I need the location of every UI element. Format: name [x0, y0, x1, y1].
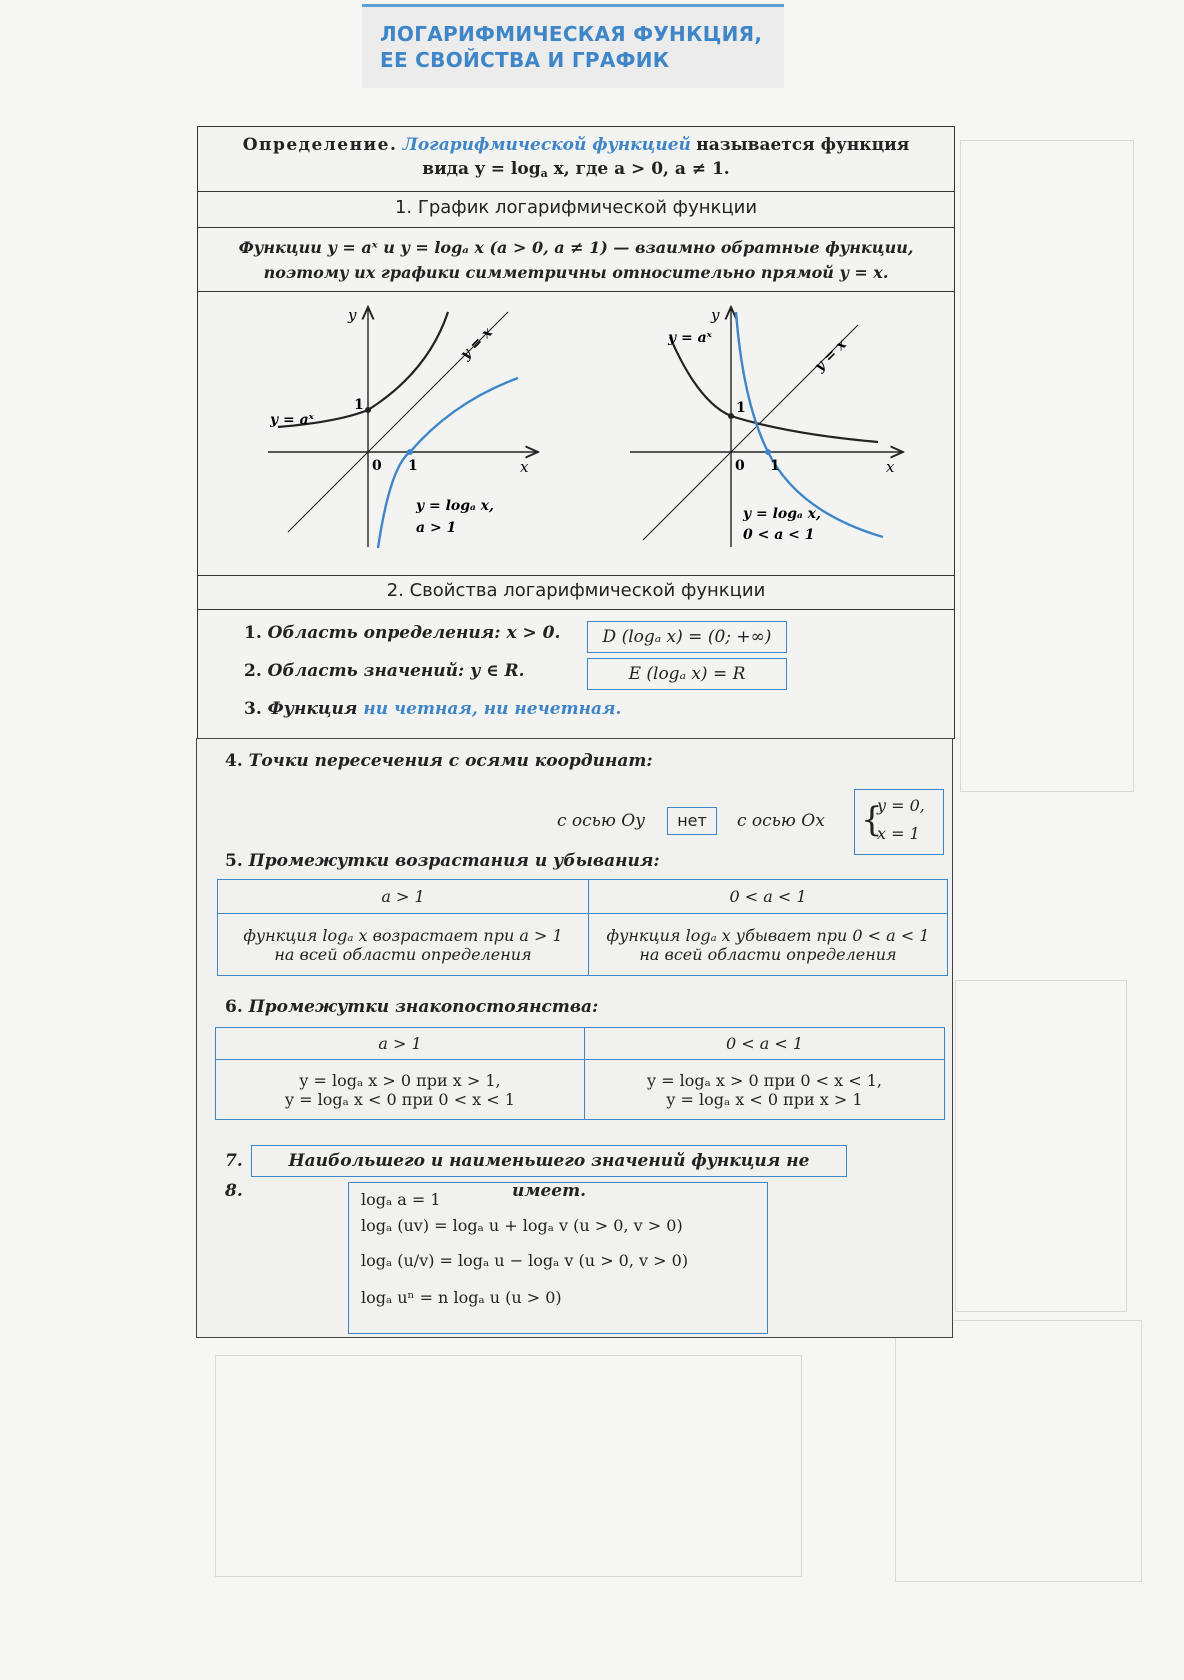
formula-4: logₐ uⁿ = n logₐ u (u > 0) [361, 1288, 562, 1307]
formula-2: logₐ (uv) = logₐ u + logₐ v (u > 0, v > 0) [361, 1216, 683, 1235]
axis-y-label: y [711, 306, 720, 324]
divider [198, 575, 954, 576]
definition-card [197, 126, 955, 739]
inverse-note-line-1: Функции y = aˣ и y = logₐ x (a > 0, a ≠ 1) — взаимно обратные функции, [238, 238, 914, 257]
table-header: 0 < a < 1 [589, 880, 948, 914]
graphs [198, 292, 954, 552]
origin-label: 0 [735, 458, 745, 474]
property-3-text: Функция [267, 699, 358, 719]
divider [198, 227, 954, 228]
properties-card [196, 738, 953, 1338]
inverse-note [198, 235, 954, 285]
formula-1: logₐ a = 1 [361, 1190, 441, 1209]
property-3-highlight: ни четная, ни нечетная. [363, 699, 622, 719]
property-8-number: 8. [225, 1181, 243, 1201]
domain-box: D (logₐ x) = (0; +∞) [587, 621, 787, 653]
background-scan-panel [955, 980, 1127, 1312]
title-banner [362, 4, 784, 88]
property-2-text: Область значений: y ∈ R. [267, 661, 525, 681]
exp-curve [670, 337, 878, 442]
table-cell-line: y = logₐ x < 0 при 0 < x < 1 [285, 1089, 515, 1109]
property-5 [225, 851, 660, 871]
one-x-label: 1 [770, 458, 780, 474]
graph-left [268, 306, 538, 548]
point-0-1 [728, 413, 734, 419]
system-line-2: x = 1 [877, 824, 920, 843]
table-cell [218, 914, 589, 976]
property-3 [244, 699, 621, 719]
log-label-2: a > 1 [416, 520, 457, 536]
property-2 [244, 661, 525, 681]
property-4-number: 4. [225, 751, 243, 771]
property-6-text: Промежутки знакопостоянства: [248, 997, 599, 1017]
point-1-0 [765, 449, 771, 455]
property-7-number: 7. [225, 1151, 243, 1171]
definition-rest: называется функция [696, 135, 910, 155]
section-1-heading: 1. График логарифмической функции [394, 197, 758, 218]
system-brace: { [861, 800, 883, 840]
ox-intersection-system [854, 789, 944, 855]
system-line-1: y = 0, [877, 796, 925, 815]
log-label-1: y = logₐ x, [416, 498, 494, 514]
point-0-1 [365, 407, 371, 413]
section-2-heading: 2. Свойства логарифмической функции [386, 580, 766, 601]
definition [198, 133, 954, 186]
table-cell [589, 914, 948, 976]
ox-intersection-label: с осью Ox [737, 811, 825, 831]
table-cell-line: функция logₐ x убывает при 0 < a < 1 [606, 925, 930, 945]
table-cell-line: y = logₐ x > 0 при 0 < x < 1, [646, 1070, 882, 1090]
table-cell [216, 1060, 585, 1120]
sign-table [215, 1027, 945, 1120]
definition-term: Логарифмической функцией [402, 135, 691, 155]
inverse-note-line-2: поэтому их графики симметричны относительно прямой y = x. [263, 263, 889, 282]
graph-right [630, 306, 903, 547]
background-scan-panel [960, 140, 1134, 792]
table-cell [585, 1060, 945, 1120]
property-7-text: Наибольшего и наименьшего значений функция не имеет. [251, 1145, 847, 1177]
log-label-2: 0 < a < 1 [743, 527, 815, 543]
axis-x-label: x [886, 458, 895, 476]
exp-label: y = aˣ [668, 330, 712, 346]
range-box: E (logₐ x) = R [587, 658, 787, 690]
background-scan-panel [215, 1355, 802, 1577]
point-1-0 [407, 449, 413, 455]
table-header: a > 1 [216, 1028, 585, 1060]
property-5-text: Промежутки возрастания и убывания: [248, 851, 660, 871]
property-6 [225, 997, 598, 1017]
property-6-number: 6. [225, 997, 243, 1017]
divider [198, 609, 954, 610]
table-header: 0 < a < 1 [585, 1028, 945, 1060]
property-5-number: 5. [225, 851, 243, 871]
log-label-1: y = logₐ x, [743, 506, 821, 522]
log-formulas-box [348, 1182, 768, 1334]
definition-label: Определение. [242, 135, 398, 155]
title-line-2: ЕЕ СВОЙСТВА И ГРАФИК [380, 48, 670, 72]
axis-x-label: x [520, 458, 529, 476]
table-header: a > 1 [218, 880, 589, 914]
property-1 [244, 623, 560, 643]
axis-y-label: y [348, 306, 357, 324]
one-x-label: 1 [408, 458, 418, 474]
table-cell-line: y = logₐ x > 0 при x > 1, [299, 1070, 501, 1090]
origin-label: 0 [372, 458, 382, 474]
property-1-number: 1. [244, 623, 262, 643]
table-cell-line: y = logₐ x < 0 при x > 1 [666, 1089, 863, 1109]
table-cell-line: на всей области определения [639, 944, 897, 964]
one-y-label: 1 [354, 397, 364, 413]
exp-label: y = aˣ [270, 412, 314, 428]
oy-intersection-label: с осью Oy [557, 811, 645, 831]
background-scan-panel [895, 1320, 1142, 1582]
property-2-number: 2. [244, 661, 262, 681]
one-y-label: 1 [736, 400, 746, 416]
line-label: y = x [457, 324, 496, 363]
definition-formula-sub: a [540, 167, 548, 180]
formula-3: logₐ (u/v) = logₐ u − logₐ v (u > 0, v > 0) [361, 1251, 689, 1270]
divider [198, 191, 954, 192]
property-1-text: Область определения: x > 0. [267, 623, 561, 643]
table-cell-line: функция logₐ x возрастает при a > 1 [243, 925, 563, 945]
line-label: y = x [811, 336, 850, 375]
monotonic-table [217, 879, 948, 976]
definition-formula: вида y = log [422, 159, 541, 179]
title-line-1: ЛОГАРИФМИЧЕСКАЯ ФУНКЦИЯ, [380, 22, 763, 46]
property-4 [225, 751, 653, 771]
definition-formula-tail: x, где a > 0, a ≠ 1. [547, 159, 730, 179]
table-cell-line: на всей области определения [274, 944, 532, 964]
property-3-number: 3. [244, 699, 262, 719]
property-4-text: Точки пересечения с осями координат: [248, 751, 653, 771]
oy-intersection-value: нет [667, 807, 717, 835]
